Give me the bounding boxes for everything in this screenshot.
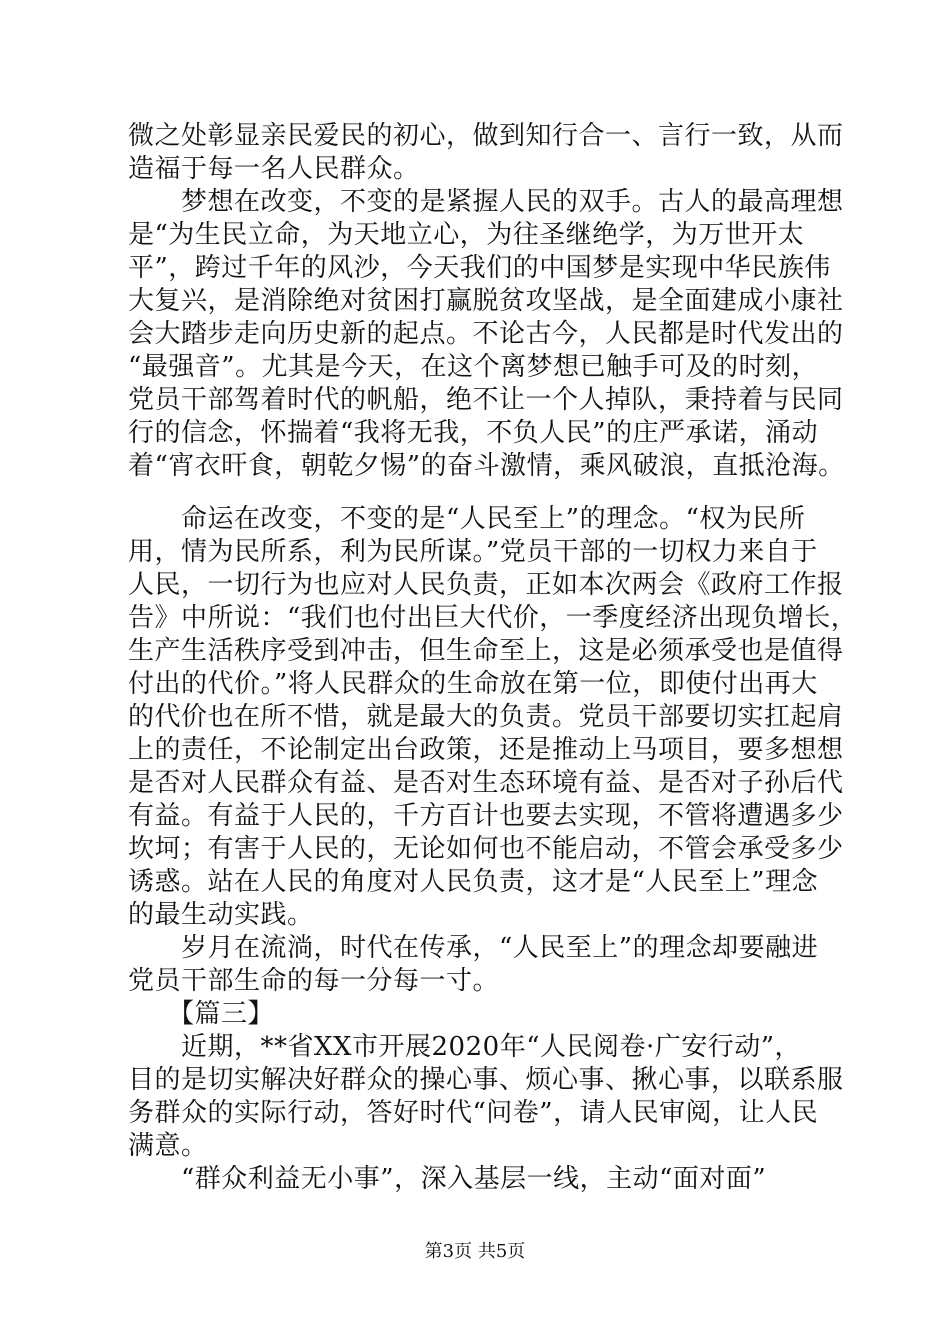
text-line: 生产生活秩序受到冲击，但生命至上，这是必须承受也是值得 — [128, 636, 844, 666]
text-line: 行的信念，怀揣着“我将无我，不负人民”的庄严承诺，涌动 — [128, 418, 819, 448]
text-line: 告》中所说：“我们也付出巨大代价，一季度经济出现负增长， — [128, 603, 858, 633]
text-line: 坎坷；有害于人民的，无论如何也不能启动，不管会承受多少 — [128, 834, 844, 864]
text-line: 人民，一切行为也应对人民负责，正如本次两会《政府工作报 — [128, 570, 844, 600]
text-line: 用，情为民所系，利为民所谋。”党员干部的一切权力来自于 — [128, 537, 818, 567]
text-line: 微之处彰显亲民爱民的初心，做到知行合一、言行一致，从而 — [128, 121, 844, 151]
text-line: 满意。 — [128, 1131, 208, 1161]
text-line: 是否对人民群众有益、是否对生态环境有益、是否对子孙后代 — [128, 768, 844, 798]
text-line: 党员干部驾着时代的帆船，绝不让一个人掉队，秉持着与民同 — [128, 385, 844, 415]
page-number-footer: 第3页 共5页 — [424, 1241, 526, 1262]
text-line: 岁月在流淌，时代在传承，“人民至上”的理念却要融进 — [128, 933, 819, 963]
text-line: 造福于每一名人民群众。 — [128, 154, 420, 184]
text-line: 的代价也在所不惜，就是最大的负责。党员干部要切实扛起肩 — [128, 702, 844, 732]
text-line: 会大踏步走向历史新的起点。不论古今，人民都是时代发出的 — [128, 319, 844, 349]
text-line: 党员干部生命的每一分每一寸。 — [128, 966, 500, 996]
text-line: “最强音”。尤其是今天，在这个离梦想已触手可及的时刻， — [128, 352, 819, 382]
text-line: 近期，**省XX市开展2020年“人民阅卷·广安行动”， — [128, 1032, 802, 1062]
text-line: 的最生动实践。 — [128, 900, 314, 930]
text-line: 有益。有益于人民的，千方百计也要去实现，不管将遭遇多少 — [128, 801, 844, 831]
text-line: “群众利益无小事”，深入基层一线，主动“面对面” — [128, 1164, 767, 1194]
text-line: 付出的代价。”将人民群众的生命放在第一位，即使付出再大 — [128, 669, 818, 699]
text-line: 是“为生民立命，为天地立心，为往圣继绝学，为万世开太 — [128, 220, 805, 250]
text-line: 大复兴，是消除绝对贫困打赢脱贫攻坚战，是全面建成小康社 — [128, 286, 844, 316]
text-line: 【篇三】 — [128, 999, 275, 1029]
text-line: 务群众的实际行动，答好时代“问卷”，请人民审阅，让人民 — [128, 1098, 819, 1128]
text-line: 诱惑。站在人民的角度对人民负责，这才是“人民至上”理念 — [128, 867, 819, 897]
text-line: 平”，跨过千年的风沙，今天我们的中国梦是实现中华民族伟 — [128, 253, 831, 283]
text-line: 着“宵衣旰食，朝乾夕惕”的奋斗激情，乘风破浪，直抵沧海。 — [128, 451, 845, 481]
text-line: 梦想在改变，不变的是紧握人民的双手。古人的最高理想 — [128, 187, 844, 217]
text-line: 上的责任，不论制定出台政策，还是推动上马项目，要多想想 — [128, 735, 844, 765]
text-line: 命运在改变，不变的是“人民至上”的理念。“权为民所 — [128, 504, 806, 534]
text-line: 目的是切实解决好群众的操心事、烦心事、揪心事，以联系服 — [128, 1065, 844, 1095]
